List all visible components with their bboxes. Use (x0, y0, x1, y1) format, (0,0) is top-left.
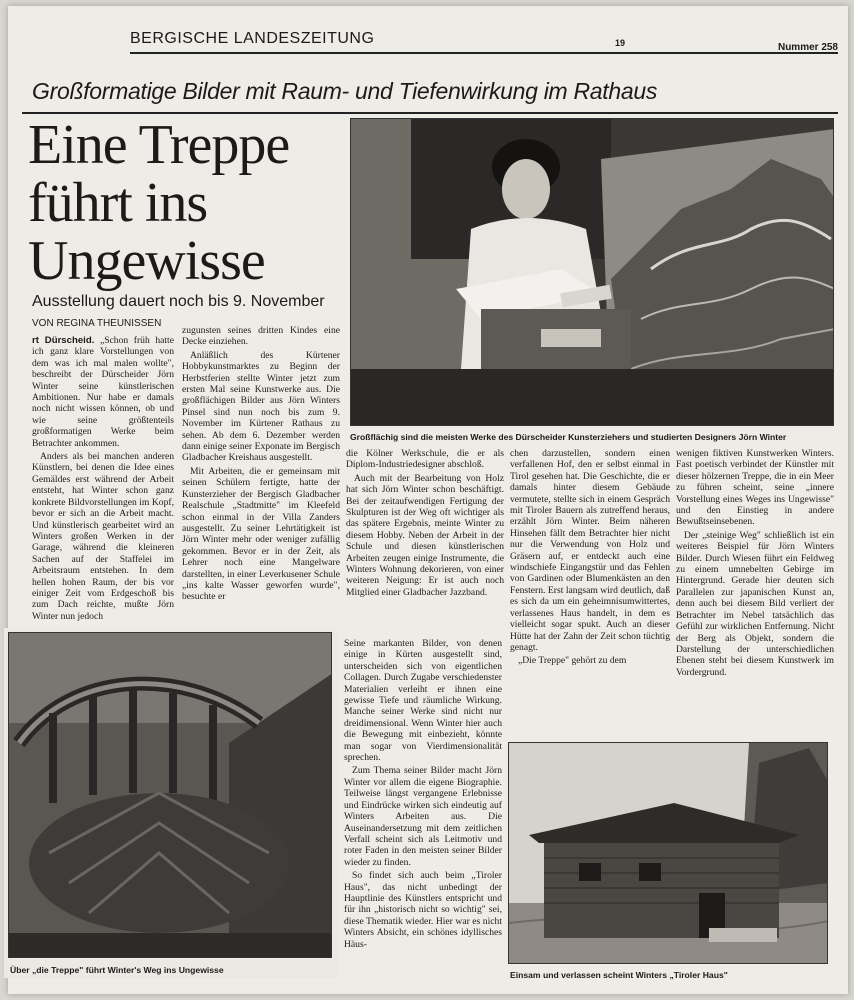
article-paragraph: Seine markanten Bilder, von denen einige in Kürten ausgestellt sind, unterscheiden sich von eigentlichen Collagen. Durch Zugabe verschiedenster Materialien verleiht er ihnen eine gewisse Tiefe und räumliche Wirkung. Manche seiner Werke sind nicht nur dreidimensional. Wenn Winter hier auch die Bewegung mit einbezieht, könnte man sogar von Vierdimensionalität sprechen. (344, 638, 502, 764)
article-column-6 (344, 638, 502, 986)
headline-line: Eine Treppe (28, 114, 290, 176)
article-paragraph: Zum Thema seiner Bilder macht Jörn Winter vor allem die eigene Biographie. Teilweise längst vergangene Erlebnisse und Eindrücke wirken sich eindeutig auf Winters Arbeiten aus. Die Auseinandersetzung mit dem zeitlichen Verfall scheint sich als Leitmotiv und roter Faden in den meisten seiner Bilder wieder zu finden. (344, 765, 502, 868)
article-paragraph: Anläßlich des Kürtener Hobbykunstmarktes zu Beginn der Herbstferien stellte Winter jetzt zum ersten Mal seine Kunstwerke aus. Die großflächigen Bilder aus Jörn Winters Pinsel sind nun noch bis zum 9. November im Kürtener Rathaus zu sehen. Ab dem 6. Dezember werden dann einige seiner Exponate im Bergisch Gladbacher Kreishaus ausgestellt. (182, 349, 340, 464)
dateline: rt Dürscheid. (32, 335, 95, 346)
article-paragraph (32, 335, 174, 449)
artist-photo-caption: Großflächig sind die meisten Werke des Dürscheider Kunsterziehers und studierten Designers Jörn Winter (350, 432, 787, 442)
article-paragraph: die Kölner Werkschule, die er als Diplom-Industriedesigner abschloß. (346, 448, 504, 471)
article-paragraph: Anders als bei manchen anderen Künstlern, bei denen die Idee eines Gemäldes erst während der Arbeit entsteht, hat Winter schon ganz konkrete Bildvorstellungen im Kopf, bevor er sich an die Arbeit macht. Und künstlerisch gearbeitet wird an Winters großen Werken in der Garage, während die kleineren Sachen auf der Staffelei im Arbeitsraum entstehen. In dem hellen hohen Raum, der bis vor einiger Zeit vom Erdgeschoß bis zum Dach reichte, mußte Jörn Winter nun jedoch (32, 451, 174, 622)
article-column-5 (676, 448, 834, 744)
masthead (130, 28, 838, 54)
article-paragraph: wenigen fiktiven Kunstwerken Winters. Fast poetisch verbindet der Künstler mit dieser hölzernen Treppe, die in ein Meer zu führen scheint, seine „innere Vorstellung eines Weges ins Ungewisse" und den Einstieg in andere Bewußtseinsebenen. (676, 448, 834, 528)
kicker-headline: Großformatige Bilder mit Raum- und Tiefenwirkung im Rathaus (32, 78, 658, 104)
article-paragraph: So findet sich auch beim „Tiroler Haus", das nicht unbedingt der Hauptlinie des Künstlers entspricht und für ihn „historisch nicht so wichtig" sei, diese Thematik wieder. Hier war es nicht Winters Absicht, ein schönes idyllisches Häus- (344, 870, 502, 950)
article-column-2 (182, 325, 340, 627)
article-paragraph: Der „steinige Weg" schließlich ist ein weiteres Beispiel für Jörn Winters Bilder. Durch Wiesen führt ein Feldweg zu einem umnebelten Gebirge im Hintergrund. Gerade hier deuten sich Parallelen zur japanischen Kunst an, denn auch bei diesem Bild verliert der Betrachter im Nebel tatsächlich das Gefühl zur wirklichen Entfernung. Nicht der Berg als Objekt, sondern die Darstellung der unterschiedlichen Ebenen steht bei diesem Kunstwerk im Vordergrund. (676, 529, 834, 678)
article-paragraph: zugunsten seines dritten Kindes eine Decke einziehen. (182, 325, 340, 348)
article-column-4 (510, 448, 670, 732)
paragraph-text: „Schon früh hatte ich ganz klare Vorstellungen von dem was ich mal malen wollte", beschreibt der Dürscheider Jörn Winter seine künstlerischen Ambitionen. Nur habe er damals noch nicht wissen können, ob und wie seine größtenteils großformatigen Werke beim Betrachter ankommen. (32, 335, 174, 449)
artist-photo (350, 118, 834, 426)
house-painting-illustration (509, 743, 828, 964)
article-column-3 (346, 448, 504, 630)
stair-painting-illustration (9, 633, 332, 958)
stair-photo (8, 632, 332, 958)
article-paragraph: „Die Treppe" gehört zu dem (518, 655, 627, 667)
article-column-1 (32, 335, 174, 625)
article-paragraph: Mit Arbeiten, die er gemeinsam mit seinen Schülern fertigte, hatte der Kunsterzieher der Bergisch Gladbacher Realschule „Stadtmitte" im Kleefeld schon einmal in der Villa Zanders ausgestellt. Zu seiner Lehrtätigkeit ist Jörn Winter mehr oder weniger zufällig gekommen. Bevor er in der Zeit, als Lehrer noch eine Mangelware darstellten, in einer Leverkusener Schule „ins kalte Wasser geworfen wurde", besuchte er (182, 465, 340, 603)
page-number: 19 (615, 38, 626, 48)
headline-line: Ungewisse (28, 230, 265, 292)
house-photo-caption: Einsam und verlassen scheint Winters „Tiroler Haus" (510, 970, 728, 980)
subheadline: Ausstellung dauert noch bis 9. November (32, 293, 325, 310)
artist-painting-illustration (351, 119, 834, 426)
house-photo (508, 742, 828, 964)
issue-number: Nummer 258 (777, 42, 838, 53)
stair-photo-caption: Über „die Treppe" führt Winter's Weg ins Ungewisse (10, 965, 224, 975)
article-paragraph: chen darzustellen, sondern einen verfallenen Hof, den er selbst einmal in Tirol gesehen hat. Die Geschichte, die er damals hinter diesem Gebäude vermutete, stellte sich in einem Gespräch mit Tiroler Bauern als zutreffend heraus, erzählt Jörn Winter. Beim näheren Hinsehen fällt dem Betrachter hier nicht nur die Verwendung von Holz und Gräsern auf, er entdeckt auch eine windschiefe Eingangstür und das Fehlen von Gardinen oder Blumenkästen an den Fenstern. Erst langsam wird deutlich, daß es sich da um ein geheimnisumwittertes, verlassenes Haus handelt, in dem es vielleicht sogar spukt. Auch an dieser Hütte hat der Zahn der Zeit schon tüchtig genagt. (510, 448, 670, 653)
newspaper-name: BERGISCHE LANDESZEITUNG (130, 30, 375, 47)
main-headline (28, 116, 348, 290)
byline: VON REGINA THEUNISSEN (32, 318, 162, 329)
headline-line: führt ins (28, 172, 208, 234)
article-paragraph: Auch mit der Bearbeitung von Holz hat sich Jörn Winter schon beschäftigt. Bei der zeitaufwendigen Fertigung der Skulpturen ist der Weg oft wichtiger als das spätere Ergebnis, meinte Winter zu diesem Hobby. Neben der Arbeit in der Schule und diesen künstlerischen Arbeiten zeugen einige Instrumente, die Winters Wohnung dekorieren, von einer weiteren Neigung: Er ist auch noch Mitglied einer Gladbacher Jazzband. (346, 472, 504, 598)
